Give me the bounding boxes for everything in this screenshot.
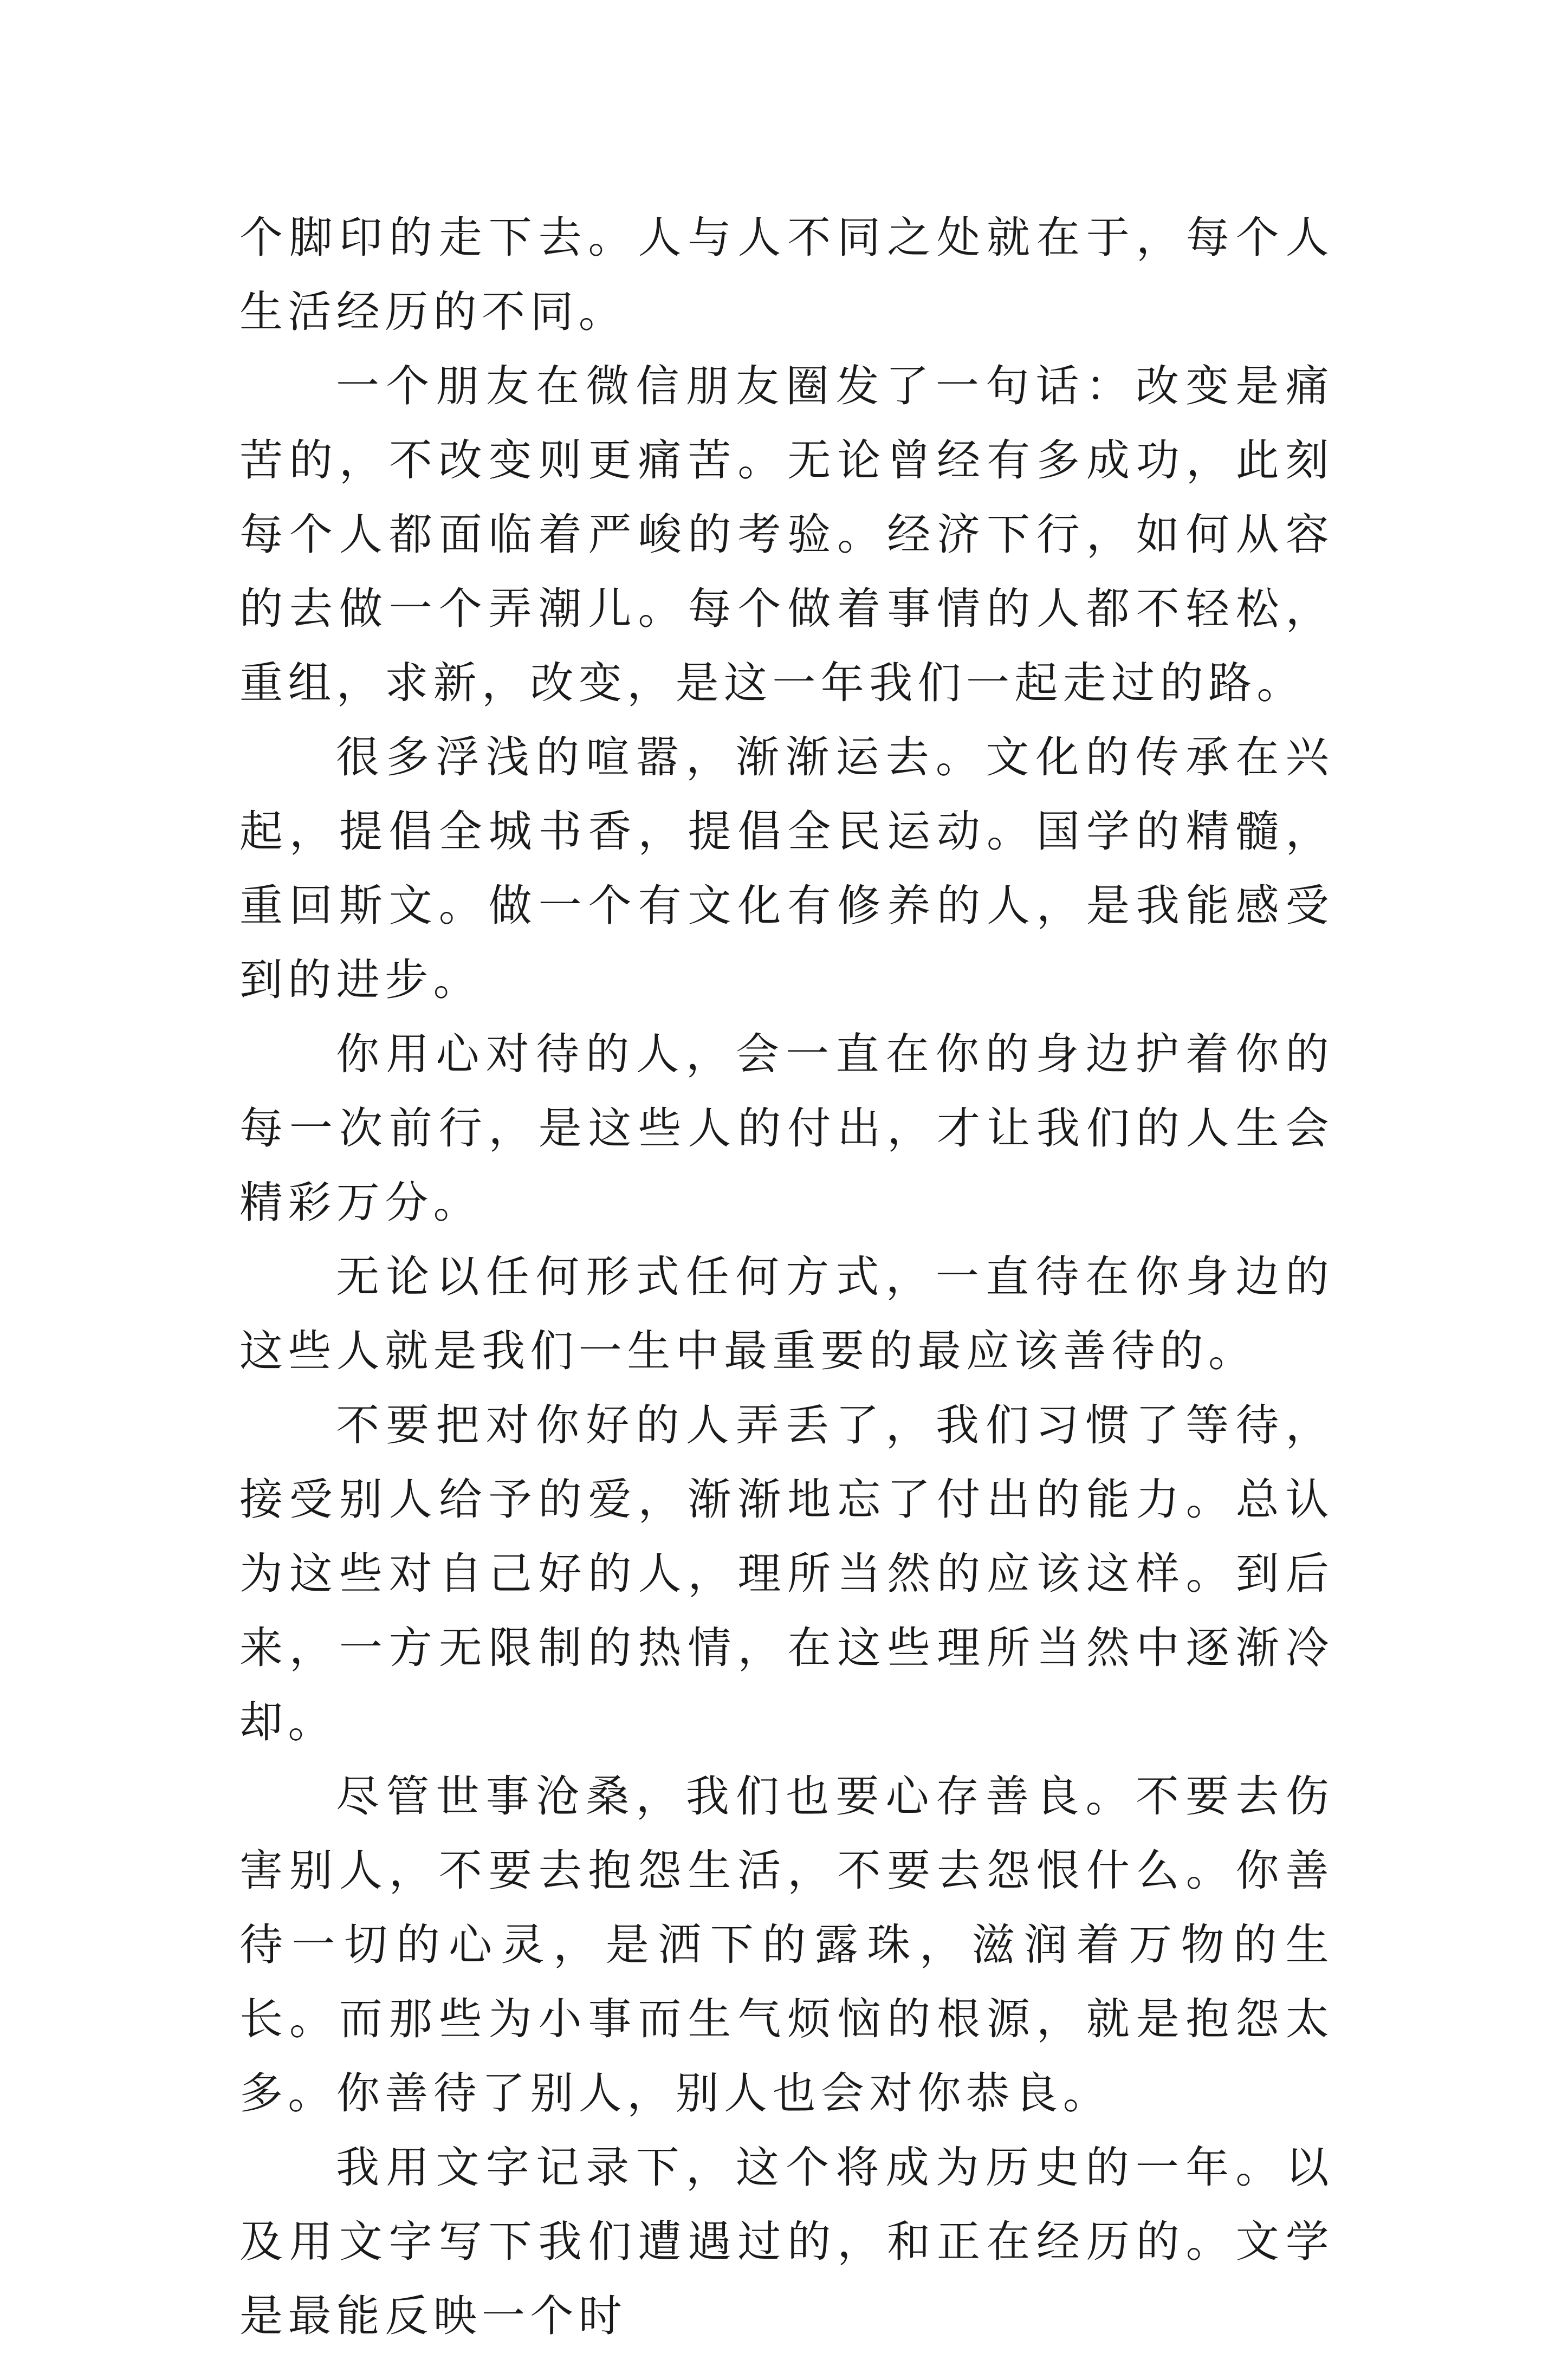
paragraph-2: 一个朋友在微信朋友圈发了一句话：改变是痛苦的，不改变则更痛苦。无论曾经有多成功，此刻每个人都面临着严峻的考验。经济下行，如何从容的去做一个弄潮儿。每个做着事情的人都不轻松，重组，求新，改变，是这一年我们一起走过的路。 [239, 361, 1334, 708]
paragraph-6: 不要把对你好的人弄丢了，我们习惯了等待，接受别人给予的爱，渐渐地忘了付出的能力。总认为这些对自己好的人，理所当然的应该这样。到后来，一方无限制的热情，在这些理所当然中逐渐冷却。 [239, 1400, 1334, 1747]
paragraph-1: 个脚印的走下去。人与人不同之处就在于，每个人生活经历的不同。 [239, 212, 1334, 337]
paragraph-3: 很多浮浅的喧嚣，渐渐运去。文化的传承在兴起，提倡全城书香，提倡全民运动。国学的精髓，重回斯文。做一个有文化有修养的人，是我能感受到的进步。 [239, 732, 1334, 1005]
paragraph-5: 无论以任何形式任何方式，一直待在你身边的这些人就是我们一生中最重要的最应该善待的。 [239, 1252, 1334, 1376]
paragraph-8: 我用文字记录下，这个将成为历史的一年。以及用文字写下我们遭遇过的，和正在经历的。文学是最能反映一个时 [239, 2142, 1334, 2341]
paragraph-7: 尽管世事沧桑，我们也要心存善良。不要去伤害别人，不要去抱怨生活，不要去怨恨什么。你善待一切的心灵，是洒下的露珠，滋润着万物的生长。而那些为小事而生气烦恼的根源，就是抱怨太多。你善待了别人，别人也会对你恭良。 [239, 1771, 1334, 2118]
body-text [239, 200, 1334, 2353]
paragraph-4: 你用心对待的人，会一直在你的身边护着你的每一次前行，是这些人的付出，才让我们的人生会精彩万分。 [239, 1029, 1334, 1228]
